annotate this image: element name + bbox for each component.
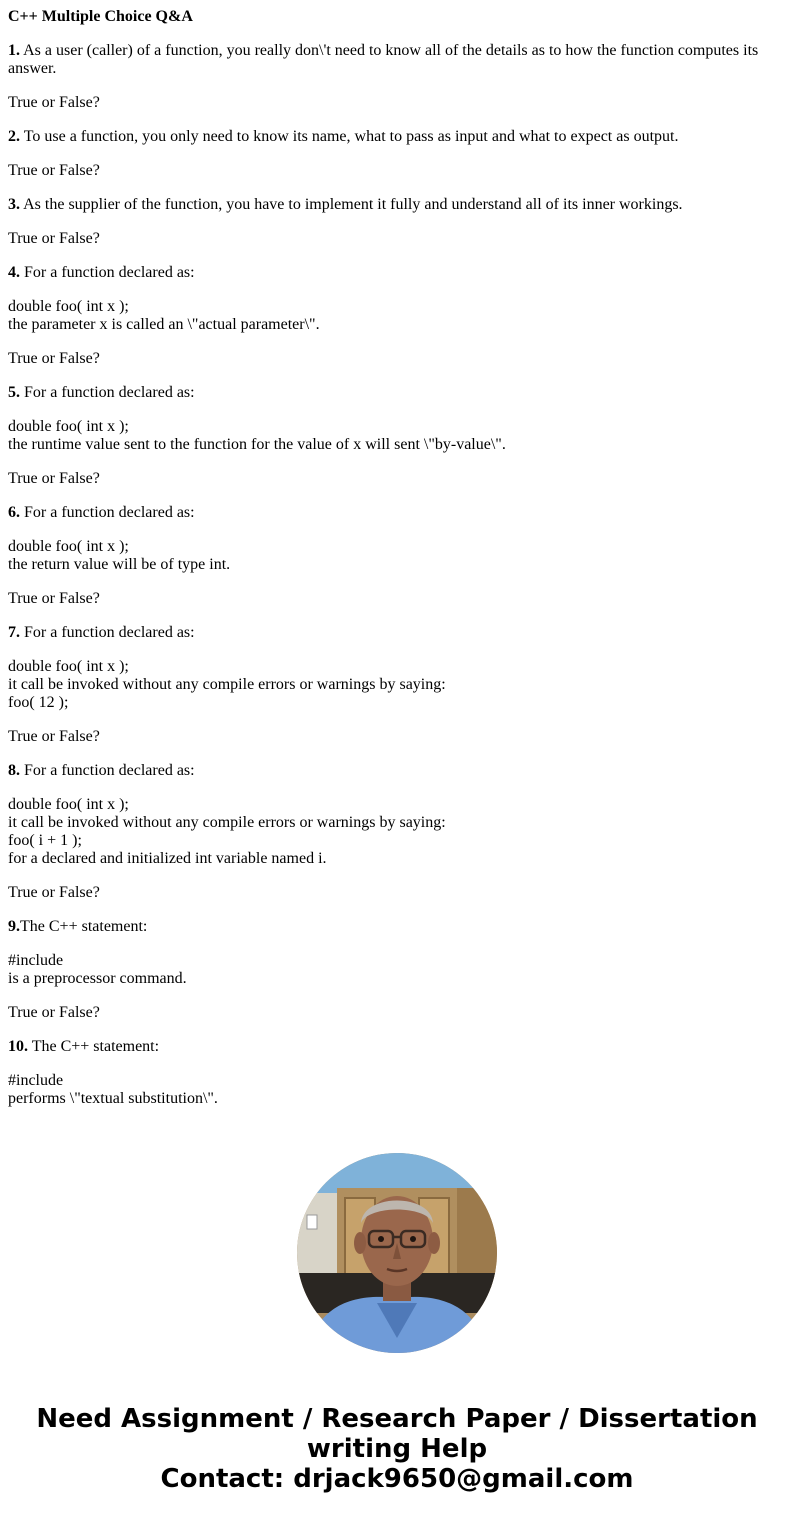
question-code — [8, 952, 778, 988]
true-false-prompt: True or False? — [8, 230, 100, 247]
code-line: performs \"textual substitution\". — [8, 1090, 218, 1107]
true-false-prompt: True or False? — [8, 350, 100, 367]
question-code — [8, 796, 778, 868]
question-8 — [8, 762, 778, 780]
contact-banner — [0, 1404, 794, 1494]
question-text: For a function declared as: — [20, 762, 195, 779]
question-code — [8, 298, 778, 334]
question-number: 3. — [8, 196, 20, 213]
true-false-prompt: True or False? — [8, 94, 100, 111]
true-false-prompt: True or False? — [8, 884, 100, 901]
question-code — [8, 418, 778, 454]
question-6 — [8, 504, 778, 522]
question-text: As the supplier of the function, you have to implement it fully and understand all of its inner workings. — [20, 196, 683, 213]
question-number: 6. — [8, 504, 20, 521]
code-line: double foo( int x ); — [8, 418, 129, 435]
true-false-prompt: True or False? — [8, 1004, 100, 1021]
question-3 — [8, 196, 778, 214]
author-photo — [297, 1153, 497, 1353]
question-2 — [8, 128, 778, 146]
code-line: for a declared and initialized int variable named i. — [8, 850, 327, 867]
code-line: it call be invoked without any compile errors or warnings by saying: — [8, 814, 446, 831]
code-line: #include — [8, 1072, 64, 1089]
question-4 — [8, 264, 778, 282]
true-false-prompt: True or False? — [8, 728, 100, 745]
code-line: it call be invoked without any compile errors or warnings by saying: — [8, 676, 446, 693]
question-text: The C++ statement: — [28, 1038, 160, 1055]
question-text: For a function declared as: — [20, 624, 195, 641]
code-line: double foo( int x ); — [8, 796, 129, 813]
question-number: 10. — [8, 1038, 28, 1055]
question-text: For a function declared as: — [20, 384, 195, 401]
footer-line-1: Need Assignment / Research Paper / Dissertation — [36, 1404, 758, 1434]
question-text: For a function declared as: — [20, 264, 195, 281]
code-line: the runtime value sent to the function for the value of x will sent \"by-value\". — [8, 436, 506, 453]
question-number: 2. — [8, 128, 20, 145]
question-number: 8. — [8, 762, 20, 779]
footer-contact-line: Contact: drjack9650@gmail.com — [160, 1464, 634, 1494]
question-text: To use a function, you only need to know its name, what to pass as input and what to expect as output. — [20, 128, 679, 145]
question-code — [8, 1072, 778, 1108]
code-line: foo( 12 ); — [8, 694, 69, 711]
question-1 — [8, 42, 778, 78]
question-10 — [8, 1038, 778, 1056]
code-line: double foo( int x ); — [8, 538, 129, 555]
question-text: The C++ statement: — [20, 918, 148, 935]
code-line: is a preprocessor command. — [8, 970, 187, 987]
code-line: #include — [8, 952, 64, 969]
code-line: foo( i + 1 ); — [8, 832, 82, 849]
question-number: 9. — [8, 918, 20, 935]
code-line: the parameter x is called an \"actual parameter\". — [8, 316, 320, 333]
true-false-prompt: True or False? — [8, 162, 100, 179]
question-7 — [8, 624, 778, 642]
document-body — [8, 8, 778, 1124]
question-text: As a user (caller) of a function, you really don\'t need to know all of the details as to how the function computes its answer. — [8, 42, 759, 77]
question-number: 1. — [8, 42, 20, 59]
question-5 — [8, 384, 778, 402]
question-code — [8, 538, 778, 574]
page-title: C++ Multiple Choice Q&A — [8, 8, 193, 25]
code-line: double foo( int x ); — [8, 298, 129, 315]
true-false-prompt: True or False? — [8, 590, 100, 607]
footer-line-2: writing Help — [306, 1434, 488, 1464]
question-number: 5. — [8, 384, 20, 401]
question-number: 7. — [8, 624, 20, 641]
true-false-prompt: True or False? — [8, 470, 100, 487]
question-9 — [8, 918, 778, 936]
question-number: 4. — [8, 264, 20, 281]
code-line: the return value will be of type int. — [8, 556, 231, 573]
question-text: For a function declared as: — [20, 504, 195, 521]
code-line: double foo( int x ); — [8, 658, 129, 675]
question-code — [8, 658, 778, 712]
